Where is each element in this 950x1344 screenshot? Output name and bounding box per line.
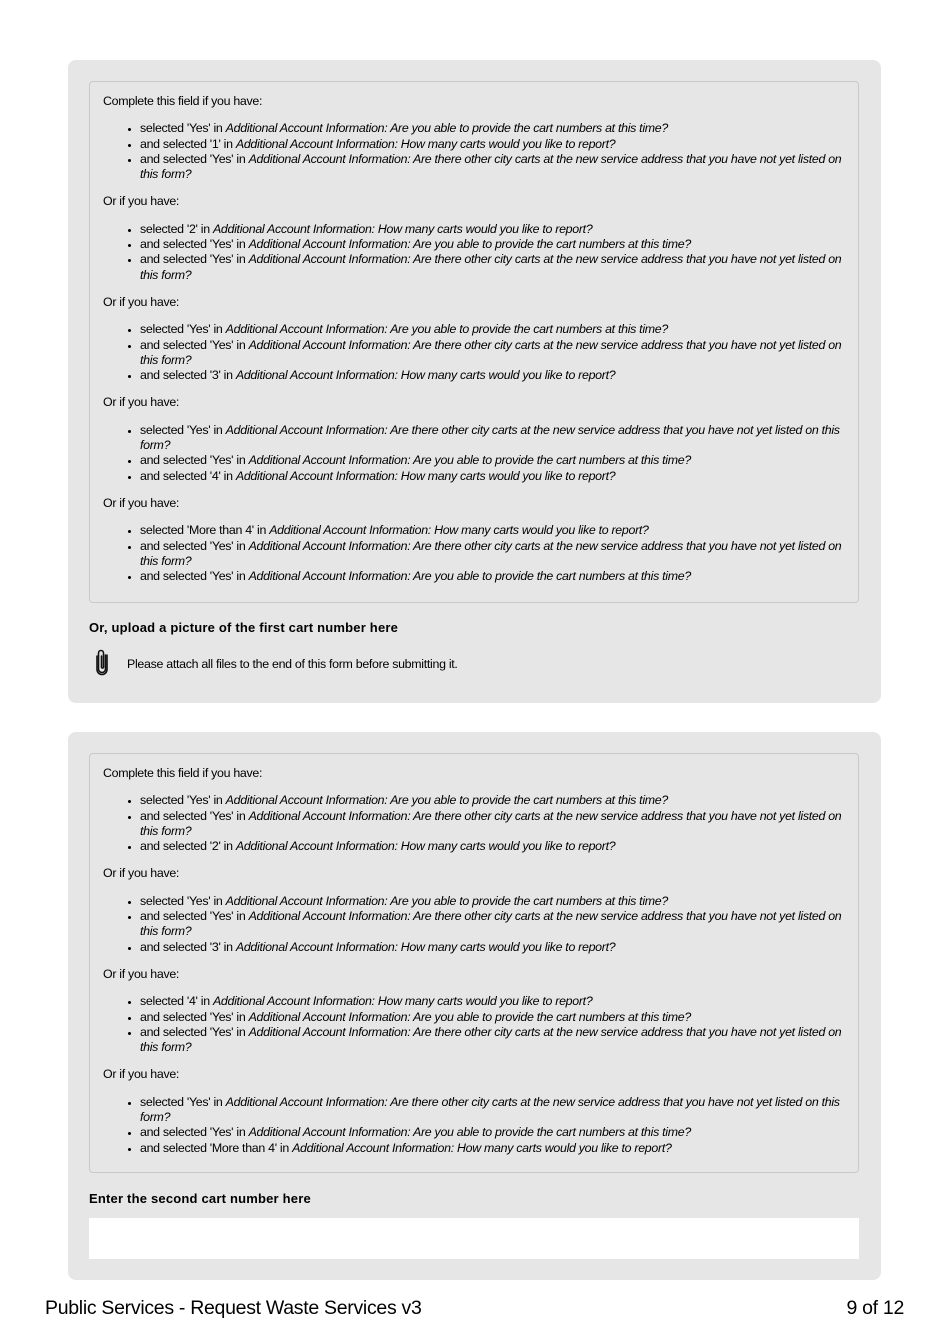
condition-selection: and selected '1' in [140,136,236,151]
condition-item [140,1010,844,1025]
condition-question: Additional Account Information: How many carts would you like to report? [235,839,616,854]
condition-selection: and selected 'Yes' in [140,808,249,823]
condition-selection: and selected '3' in [140,939,236,954]
condition-question: Additional Account Information: Are you able to provide the cart numbers at this time? [248,237,691,252]
paperclip-icon [94,648,110,681]
condition-selection: selected 'More than 4' in [140,523,270,538]
condition-item [140,237,844,252]
condition-question: Additional Account Information: Are there other city carts at the new service address that you have not yet listed on this form? [140,337,842,367]
condition-list [103,894,844,955]
condition-item [140,222,844,237]
condition-selection: selected 'Yes' in [140,1094,226,1109]
second-cart-number-label: Enter the second cart number here [89,1191,311,1206]
condition-question: Additional Account Information: Are there other city carts at the new service address that you have not yet listed on this form? [140,1094,840,1125]
condition-selection: selected 'Yes' in [140,322,226,337]
condition-selection: and selected 'Yes' in [140,569,249,584]
condition-item [140,909,844,940]
footer-form-title: Public Services - Request Waste Services v3 [45,1297,422,1319]
condition-item [140,994,844,1009]
condition-intro: Or if you have: [103,966,180,981]
condition-item [140,894,844,909]
condition-selection: and selected 'Yes' in [140,252,249,267]
condition-question: Additional Account Information: How many carts would you like to report? [269,523,649,538]
condition-question: Additional Account Information: Are there other city carts at the new service address that you have not yet listed on this form? [140,538,842,568]
condition-question: Additional Account Information: How many carts would you like to report? [235,468,616,483]
conditional-logic-box [89,81,859,603]
condition-selection: and selected 'Yes' in [140,151,249,166]
condition-question: Additional Account Information: Are you able to provide the cart numbers at this time? [248,453,691,468]
condition-question: Additional Account Information: Are there other city carts at the new service address that you have not yet listed on this form? [140,252,842,282]
condition-question: Additional Account Information: How many carts would you like to report? [235,939,616,954]
condition-question: Additional Account Information: How many carts would you like to report? [292,1140,672,1155]
condition-list [103,322,844,383]
upload-field-label: Or, upload a picture of the first cart number here [89,620,399,635]
condition-question: Additional Account Information: Are there other city carts at the new service address that you have not yet listed on this form? [140,422,840,453]
condition-item [140,322,844,337]
condition-item [140,1125,844,1140]
condition-item [140,1095,844,1126]
condition-question: Additional Account Information: Are you able to provide the cart numbers at this time? [225,121,668,136]
condition-item [140,569,844,584]
condition-question: Additional Account Information: How many carts would you like to report? [212,994,593,1009]
condition-list [103,994,844,1055]
condition-item [140,453,844,468]
condition-intro: Complete this field if you have: [103,766,263,780]
condition-question: Additional Account Information: Are there other city carts at the new service address that you have not yet listed on this form? [140,151,842,182]
condition-selection: and selected 'Yes' in [140,453,249,468]
condition-selection: selected '2' in [140,221,213,236]
attachment-note [94,648,458,680]
condition-selection: and selected 'Yes' in [140,538,249,553]
condition-item [140,809,844,840]
condition-selection: and selected '3' in [140,368,236,383]
condition-list [103,222,844,283]
second-cart-number-input[interactable] [89,1218,859,1259]
condition-list [103,793,844,854]
condition-item [140,1025,844,1056]
conditional-logic-box [89,753,859,1173]
condition-item [140,1141,844,1156]
condition-selection: selected 'Yes' in [140,793,226,808]
condition-question: Additional Account Information: Are you able to provide the cart numbers at this time? [248,569,691,584]
condition-intro: Or if you have: [103,395,180,410]
condition-item [140,252,844,283]
condition-item [140,539,844,570]
condition-list [103,423,844,484]
condition-question: Additional Account Information: Are you able to provide the cart numbers at this time? [225,793,668,808]
condition-item [140,523,844,538]
condition-item [140,338,844,369]
condition-intro: Or if you have: [103,294,180,309]
condition-selection: and selected 'Yes' in [140,237,249,252]
condition-item [140,469,844,484]
condition-selection: selected 'Yes' in [140,893,226,908]
condition-question: Additional Account Information: Are there other city carts at the new service address that you have not yet listed on this form? [140,808,842,838]
condition-selection: and selected 'Yes' in [140,337,249,352]
condition-list [103,1095,844,1156]
condition-selection: selected 'Yes' in [140,121,226,136]
condition-selection: selected 'Yes' in [140,422,226,437]
condition-item [140,839,844,854]
condition-item [140,152,844,183]
condition-intro: Or if you have: [103,1067,180,1082]
condition-intro: Complete this field if you have: [103,94,263,108]
attachment-instructions: Please attach all files to the end of this form before submitting it. [127,657,458,671]
condition-item [140,940,844,955]
condition-list [103,121,844,182]
condition-question: Additional Account Information: Are you able to provide the cart numbers at this time? [248,1009,691,1024]
condition-selection: and selected '2' in [140,839,236,854]
form-section-first-cart-upload [68,60,881,703]
condition-selection: and selected '4' in [140,468,236,483]
condition-question: Additional Account Information: Are you able to provide the cart numbers at this time? [225,893,668,908]
condition-intro: Or if you have: [103,194,180,209]
footer-page-number: 9 of 12 [846,1297,904,1319]
condition-question: Additional Account Information: Are you able to provide the cart numbers at this time? [225,322,668,337]
condition-item [140,793,844,808]
condition-item [140,121,844,136]
condition-selection: and selected 'Yes' in [140,1009,249,1024]
condition-selection: and selected 'More than 4' in [140,1140,293,1155]
condition-question: Additional Account Information: How many carts would you like to report? [235,368,616,383]
condition-selection: and selected 'Yes' in [140,1125,249,1140]
condition-list [103,523,844,584]
condition-question: Additional Account Information: Are there other city carts at the new service address that you have not yet listed on this form? [140,909,842,939]
condition-intro: Or if you have: [103,866,180,881]
condition-item [140,137,844,152]
condition-question: Additional Account Information: Are you able to provide the cart numbers at this time? [248,1125,691,1140]
condition-question: Additional Account Information: Are there other city carts at the new service address that you have not yet listed on this form? [140,1024,842,1055]
condition-item [140,368,844,383]
condition-question: Additional Account Information: How many carts would you like to report? [212,221,593,236]
condition-selection: and selected 'Yes' in [140,1024,249,1039]
condition-intro: Or if you have: [103,495,180,510]
condition-selection: and selected 'Yes' in [140,909,249,924]
condition-question: Additional Account Information: How many carts would you like to report? [235,136,616,151]
condition-selection: selected '4' in [140,994,213,1009]
form-section-second-cart-number [68,732,881,1280]
condition-item [140,423,844,454]
